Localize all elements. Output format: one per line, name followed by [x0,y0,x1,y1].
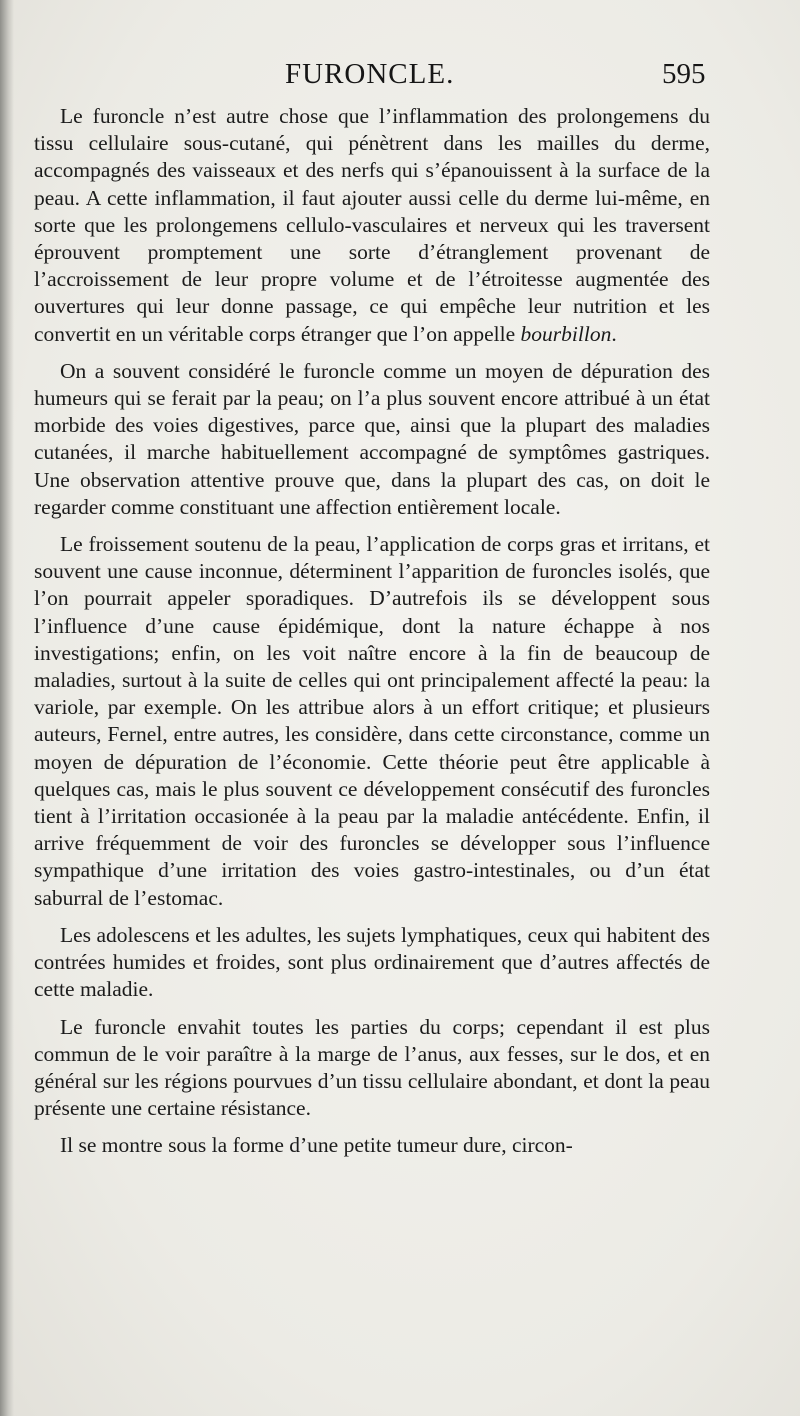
paragraph: On a souvent considéré le furoncle comme un moyen de dépuration des humeurs qui se ferait par la peau; on l’a plus souvent encore attribué à un état morbide des voies digestives, parce que, ainsi que la plupart des maladies cutanées, il marche habituellement accompagné de symptômes gastriques. Une observation attentive prouve que, dans la plupart des cas, on doit le regarder comme constituant une affection entièrement locale. [34,358,710,519]
paragraph [34,103,710,348]
paragraph: Le furoncle envahit toutes les parties du corps; cependant il est plus commun de le voir paraître à la marge de l’anus, aux fesses, sur le dos, et en général sur les régions pourvues d’un tissu cellulaire abondant, et dont la peau présente une certaine résistance. [34,1014,710,1121]
paragraph: Il se montre sous la forme d’une petite tumeur dure, circon- [60,1133,573,1158]
paragraph-text: Le furoncle n’est autre chose que l’inflammation des prolongemens du tissu cellulaire sous-cutané, qui pénètrent dans les mailles du derme, accompagnés des vaisseaux et des nerfs qui s’épanouissent à la surface de la peau. A cette inflammation, il faut ajouter aussi celle du derme lui-même, en sorte que les prolongemens cellulo-vasculaires et nerveux qui les traversent éprouvent promptement une sorte d’étranglement provenant de l’accroissement de leur propre volume et de l’étroitesse augmentée des ouvertures qui leur donne passage, ce qui empêche leur nutrition et les convertit en un véritable corps étranger que l’on appelle [34,104,710,346]
body-text [34,103,710,1160]
page-binding-shadow [0,0,14,1416]
page-header [0,58,800,98]
paragraph: Les adolescens et les adultes, les sujets lymphatiques, ceux qui habitent des contrées humides et froides, sont plus ordinairement que d’autres affectés de cette maladie. [34,922,710,1002]
running-head: FURONCLE. [285,58,455,90]
page-number: 595 [662,58,706,90]
italic-term: bourbillon [520,321,612,346]
paragraph-end: . [611,321,617,346]
paragraph: Le froissement soutenu de la peau, l’application de corps gras et irritans, et souvent une cause inconnue, déterminent l’apparition de furoncles isolés, que l’on pourrait appeler sporadiques. D’autrefois ils se développent sous l’influence d’une cause épidémique, dont la nature échappe à nos investigations; enfin, on les voit naître encore à la fin de beaucoup de maladies, surtout à la suite de celles qui ont principalement affecté la peau: la variole, par exemple. On les attribue alors à un effort critique; et plusieurs auteurs, Fernel, entre autres, les considère, dans cette circonstance, comme un moyen de dépuration de l’économie. Cette théorie peut être applicable à quelques cas, mais le plus souvent ce développement consécutif des furoncles tient à l’irritation occasionée à la peau par la maladie antécédente. Enfin, il arrive fréquemment de voir des furoncles se développer sous l’influence sympathique d’une irritation des voies gastro-intestinales, ou d’un état saburral de l’estomac. [34,532,710,910]
